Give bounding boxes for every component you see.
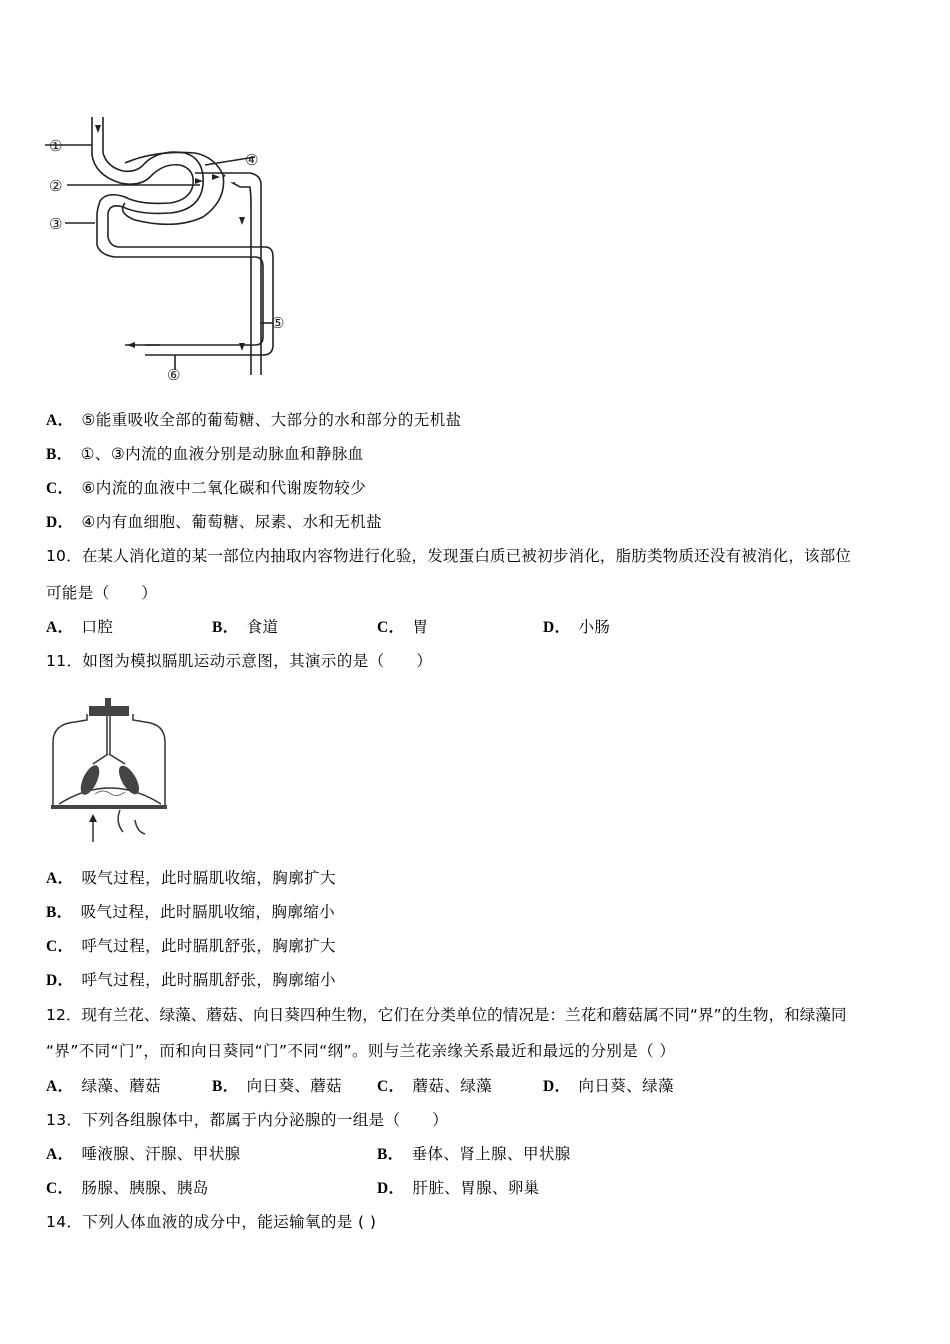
q12-stem-line1: 12．现有兰花、绿藻、蘑菇、向日葵四种生物，它们在分类单位的情况是：兰花和蘑菇属不同“界”的生物，和绿藻同 <box>46 1006 847 1024</box>
q10-option-d: D． 小肠 <box>543 618 611 636</box>
label-4: ④ <box>245 151 259 169</box>
q9-option-d: D． ④内有血细胞、葡萄糖、尿素、水和无机盐 <box>46 513 382 531</box>
q10-option-a: A． 口腔 <box>46 618 114 636</box>
q11-option-a: A． 吸气过程，此时膈肌收缩，胸廓扩大 <box>46 869 336 887</box>
nephron-diagram <box>45 105 305 395</box>
q9-option-c: C． ⑥内流的血液中二氧化碳和代谢废物较少 <box>46 479 367 497</box>
label-2: ② <box>49 177 63 195</box>
q12-option-b: B． 向日葵、蘑菇 <box>212 1077 343 1095</box>
label-3: ③ <box>49 215 63 233</box>
q10-option-c: C． 胃 <box>377 618 429 636</box>
q9-option-a: A． ⑤能重吸收全部的葡萄糖、大部分的水和部分的无机盐 <box>46 411 462 429</box>
label-5: ⑤ <box>271 314 285 332</box>
q11-option-d: D． 呼气过程，此时膈肌舒张，胸廓缩小 <box>46 971 336 989</box>
q12-option-a: A． 绿藻、蘑菇 <box>46 1077 162 1095</box>
label-1: ① <box>49 137 63 155</box>
q10-option-b: B． 食道 <box>212 618 279 636</box>
q11-stem: 11．如图为模拟膈肌运动示意图，其演示的是（ ） <box>46 652 433 670</box>
q12-option-c: C． 蘑菇、绿藻 <box>377 1077 493 1095</box>
bell-jar-diagram <box>45 692 175 852</box>
q13-option-c: C． 肠腺、胰腺、胰岛 <box>46 1179 209 1197</box>
q10-stem-line1: 10．在某人消化道的某一部位内抽取内容物进行化验，发现蛋白质已被初步消化，脂肪类物质还没有被消化，该部位 <box>46 547 852 565</box>
q12-option-d: D． 向日葵、绿藻 <box>543 1077 674 1095</box>
q9-option-b: B． ①、③内流的血液分别是动脉血和静脉血 <box>46 445 364 463</box>
q12-stem-line2: “界”不同“门”，而和向日葵同“门”不同“纲”。则与兰花亲缘关系最近和最远的分别是（ ） <box>46 1042 676 1060</box>
q14-stem: 14．下列人体血液的成分中，能运输氧的是 ( ) <box>46 1213 377 1231</box>
q13-option-a: A． 唾液腺、汗腺、甲状腺 <box>46 1145 241 1163</box>
q10-stem-line2: 可能是（ ） <box>46 584 158 602</box>
q13-option-d: D． 肝脏、胃腺、卵巢 <box>377 1179 540 1197</box>
q13-option-b: B． 垂体、肾上腺、甲状腺 <box>377 1145 571 1163</box>
q13-stem: 13．下列各组腺体中，都属于内分泌腺的一组是（ ） <box>46 1111 449 1129</box>
q11-option-b: B． 吸气过程，此时膈肌收缩，胸廓缩小 <box>46 903 336 921</box>
q11-option-c: C． 呼气过程，此时膈肌舒张，胸廓扩大 <box>46 937 336 955</box>
label-6: ⑥ <box>167 366 181 384</box>
